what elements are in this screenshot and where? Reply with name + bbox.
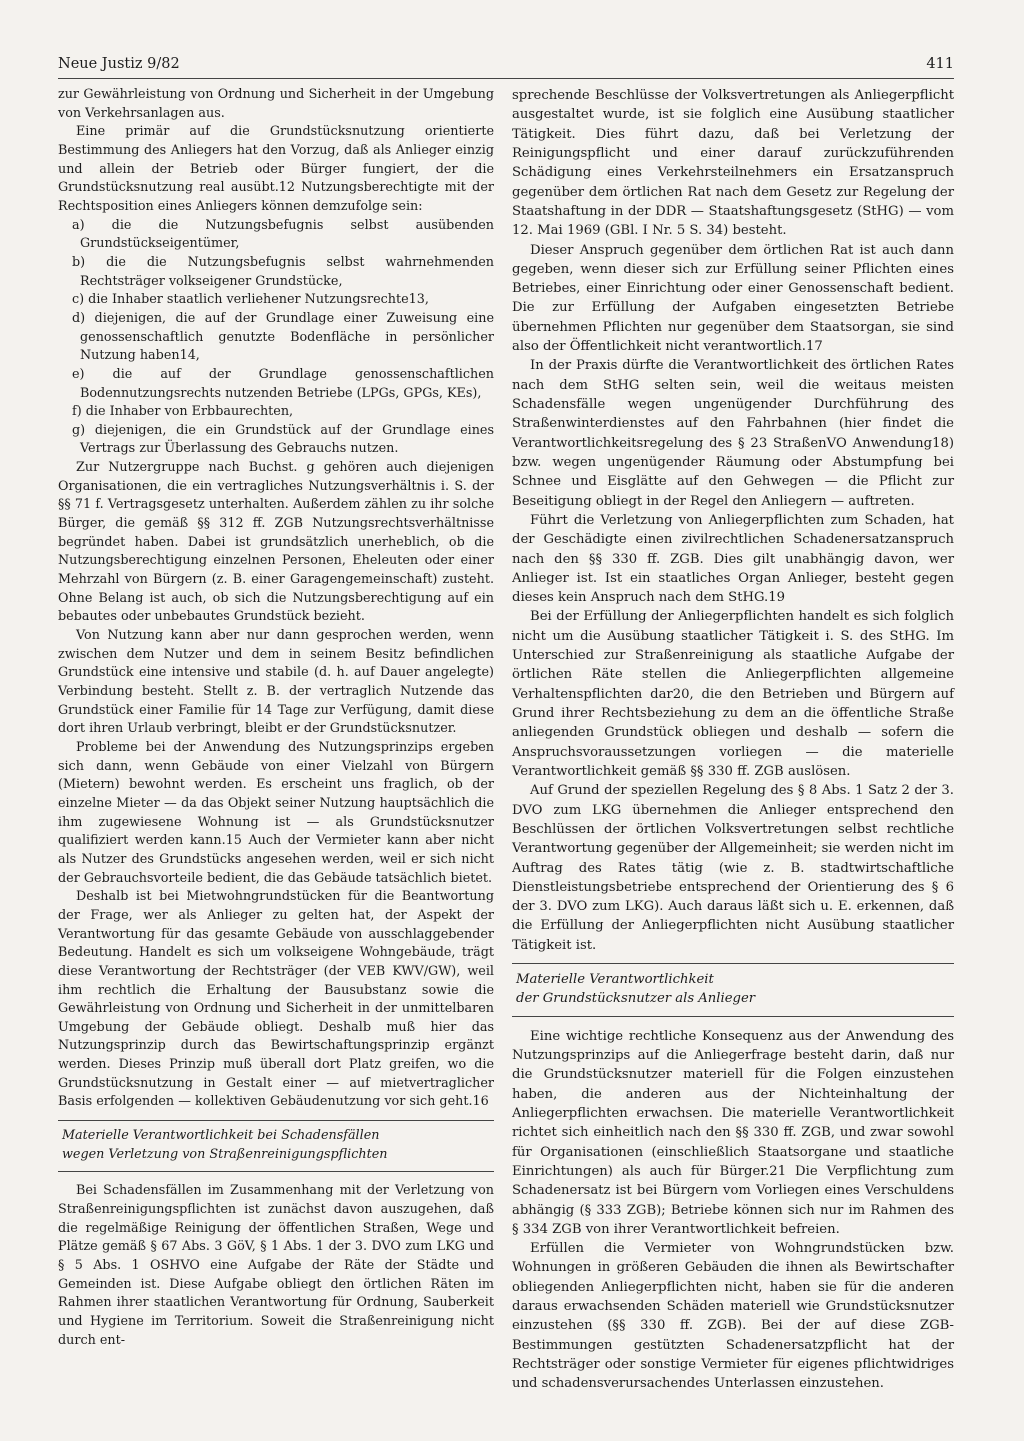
header-rule xyxy=(58,78,954,79)
section-heading xyxy=(58,1120,494,1172)
section-heading-line: wegen Verletzung von Straßenreinigungspflichten xyxy=(62,1146,388,1162)
list-item: g) diejenigen, die ein Grundstück auf der Grundlage eines Vertrags zur Überlassung des Gebrauchs nutzen. xyxy=(72,422,494,457)
left-column xyxy=(58,86,494,1350)
paragraph: Von Nutzung kann aber nur dann gesprochen werden, wenn zwischen dem Nutzer und dem in seinem Besitz befindlichen Grundstück eine intensive und stabile (d. h. auf Dauer angelegte) Verbindung besteht. Stellt z. B. der vertraglich Nutzende das Grundstück einer Familie für 14 Tage zur Verfügung, damit diese dort ihren Urlaub verbringt, bleibt er der Grundstücksnutzer. xyxy=(58,628,494,737)
paragraph: Deshalb ist bei Mietwohngrundstücken für die Beantwortung der Frage, wer als Anlieger zu gelten hat, der Aspekt der Verantwortung für das gesamte Gebäude von ausschlaggebender Bedeutung. Handelt es sich um volkseigene Wohngebäude, trägt diese Verantwortung der Rechtsträger (der VEB KWV/GW), weil ihm rechtlich die Erhaltung der Bausubstanz sowie die Gewährleistung von Ordnung und Sicherheit in der unmittelbaren Umgebung der Gebäude obliegt. Deshalb muß hier das Nutzungsprinzip durch das Bewirtschaftungsprinzip ergänzt werden. Dieses Prinzip muß überall dort Platz greifen, wo die Grundstücksnutzung in Gestalt einer — auf mietvertraglicher Basis erfolgenden — kollektiven Gebäudenutzung vor sich geht.16 xyxy=(58,889,494,1110)
journal-title: Neue Justiz 9/82 xyxy=(58,56,180,72)
paragraph: In der Praxis dürfte die Verantwortlichkeit des örtlichen Rates nach dem StHG selten sein, weil die weitaus meisten Schadensfälle wegen ungenügender Durchführung des Straßenwinterdienstes auf den Fahrbahnen (hier findet die Verantwortlichkeitsregelung des § 23 StraßenVO Anwendung18) bzw. wegen ungenügender Räumung oder Abstumpfung bei Schnee und Eisglätte auf den Gehwegen — die Pflicht zur Beseitigung obliegt in der Regel den Anliegern — auftreten. xyxy=(512,358,954,509)
paragraph: Eine wichtige rechtliche Konsequenz aus der Anwendung des Nutzungsprinzips auf die Anliegerfrage besteht darin, daß nur die Grundstücksnutzer materiell für die Folgen einzustehen haben, die anderen aus der Nichteinhaltung der Anliegerpflichten erwachsen. Die materielle Verantwortlichkeit richtet sich einheitlich nach den §§ 330 ff. ZGB, und zwar sowohl für Organisationen (einschließlich Staatsorgane und staatliche Einrichtungen) als auch für Bürger.21 Die Verpflichtung zum Schadenersatz ist bei Bürgern vom Vorliegen eines Verschuldens abhängig (§ 333 ZGB); Betriebe können sich nur im Rahmen des § 334 ZGB von ihrer Verantwortlichkeit befreien. xyxy=(512,1028,954,1237)
paragraph: Auf Grund der speziellen Regelung des § 8 Abs. 1 Satz 2 der 3. DVO zum LKG übernehmen die Anlieger entsprechend den Beschlüssen der örtlichen Volksvertretungen selbst rechtliche Verantwortung gegenüber der Allgemeinheit; sie werden nicht im Auftrag des Rates tätig (wie z. B. stadtwirtschaftliche Dienstleistungsbetriebe entsprechend der Orientierung des § 6 der 3. DVO zum LKG). Auch daraus läßt sich u. E. erkennen, daß die Erfüllung der Anliegerpflichten nicht Ausübung staatlicher Tätigkeit ist. xyxy=(512,783,954,953)
list-item: f) die Inhaber von Erbbaurechten, xyxy=(72,404,294,420)
section-heading-line: Materielle Verantwortlichkeit xyxy=(516,972,714,988)
paragraph: Erfüllen die Vermieter von Wohngrundstücken bzw. Wohnungen in größeren Gebäuden die ihnen als Bewirtschafter obliegenden Anliegerpflichten nicht, haben sie für die anderen daraus erwachsenden Schäden materiell wie Grundstücksnutzer einzustehen (§§ 330 ff. ZGB). Bei der auf diese ZGB-Bestimmungen gestützten Schadenersatzpflicht hat der Rechtsträger oder sonstige Vermieter für eigenes pflichtwidriges und schadensverursachendes Unterlassen einzustehen. xyxy=(512,1241,954,1392)
running-header xyxy=(58,56,954,82)
paragraph: Probleme bei der Anwendung des Nutzungsprinzips ergeben sich dann, wenn Gebäude von einer Vielzahl von Bürgern (Mietern) bewohnt werden. Es erscheint uns fraglich, ob der einzelne Mieter — da das Objekt seiner Nutzung hauptsächlich die ihm zugewiesene Wohnung ist — als Grundstücksnutzer qualifiziert werden kann.15 Auch der Vermieter kann aber nicht als Nutzer des Grundstücks angesehen werden, weil er sich nicht der Gebrauchsvorteile bedient, die das Gebäude tatsächlich bietet. xyxy=(58,739,494,886)
section-heading xyxy=(512,963,954,1017)
list-item: c) die Inhaber staatlich verliehener Nutzungsrechte13, xyxy=(72,292,429,308)
list-item: e) die auf der Grundlage genossenschaftlichen Bodennutzungsrechts nutzenden Betriebe (LPGs, GPGs, KEs), xyxy=(72,366,494,401)
paragraph: sprechende Beschlüsse der Volksvertretungen als Anliegerpflicht ausgestaltet wurde, ist sie folglich eine Ausübung staatlicher Tätigkeit. Dies führt dazu, daß bei Verletzung der Reinigungspflicht und einer darauf zurückzuführenden Schädigung eines Verkehrsteilnehmers ein Ersatzanspruch gegenüber dem örtlichen Rat nach dem Gesetz zur Regelung der Staatshaftung in der DDR — Staatshaftungsgesetz (StHG) — vom 12. Mai 1969 (GBl. I Nr. 5 S. 34) besteht. xyxy=(512,88,954,239)
paragraph: Eine primär auf die Grundstücksnutzung orientierte Bestimmung des Anliegers hat den Vorzug, daß als Anlieger einzig und allein der Betrieb oder Bürger fungiert, der die Grundstücksnutzung real ausübt.12 Nutzungsberechtigte mit der Rechtsposition eines Anliegers können demzufolge sein: xyxy=(58,124,494,214)
paragraph: zur Gewährleistung von Ordnung und Sicherheit in der Umgebung von Verkehrsanlagen aus. xyxy=(58,87,494,121)
section-heading-line: der Grundstücksnutzer als Anlieger xyxy=(516,991,756,1007)
right-column xyxy=(512,86,954,1394)
page-number: 411 xyxy=(926,56,954,72)
paragraph: Führt die Verletzung von Anliegerpflichten zum Schaden, hat der Geschädigte einen zivilrechtlichen Schadenersatzanspruch nach den §§ 330 ff. ZGB. Dies gilt unabhängig davon, wer Anlieger ist. Ist ein staatliches Organ Anlieger, besteht gegen dieses kein Anspruch nach dem StHG.19 xyxy=(512,512,954,606)
paragraph: Zur Nutzergruppe nach Buchst. g gehören auch diejenigen Organisationen, die ein vertragliches Nutzungsverhältnis i. S. der §§ 71 f. Vertragsgesetz unterhalten. Außerdem zählen zu ihr solche Bürger, die gemäß §§ 312 ff. ZGB Nutzungsrechtsverhältnisse begründet haben. Dabei ist grundsätzlich unerheblich, ob die Nutzungsberechtigung einzelnen Personen, Eheleuten oder einer Mehrzahl von Bürgern (z. B. einer Garagengemeinschaft) zusteht. Ohne Belang ist auch, ob sich die Nutzungsberechtigung auf ein bebautes oder unbebautes Grundstück bezieht. xyxy=(58,460,494,625)
paragraph: Bei der Erfüllung der Anliegerpflichten handelt es sich folglich nicht um die Ausübung staatlicher Tätigkeit i. S. des StHG. Im Unterschied zur Straßenreinigung als staatliche Aufgabe der örtlichen Räte stellen die Anliegerpflichten allgemeine Verhaltenspflichten dar20, die den Betrieben und Bürgern auf Grund ihrer Rechtsbeziehung zu dem an die öffentliche Straße anliegenden Grundstück obliegen und deshalb — sofern die Anspruchsvoraussetzungen vorliegen — die materielle Verantwortlichkeit gemäß §§ 330 ff. ZGB auslösen. xyxy=(512,609,954,779)
list-item: b) die die Nutzungsbefugnis selbst wahrnehmenden Rechtsträger volkseigener Grundstücke, xyxy=(72,254,494,289)
paragraph: Dieser Anspruch gegenüber dem örtlichen Rat ist auch dann gegeben, wenn dieser sich zur Erfüllung seiner Pflichten eines Betriebes, einer Einrichtung oder einer Genossenschaft bedient. Die zur Erfüllung der Aufgaben eingesetzten Betriebe übernehmen Pflichten nur gegenüber dem Staatsorgan, sie sind also der Öffentlichkeit nicht verantwortlich.17 xyxy=(512,242,954,355)
paragraph: Bei Schadensfällen im Zusammenhang mit der Verletzung von Straßenreinigungspflichten ist zunächst davon auszugehen, daß die regelmäßige Reinigung der öffentlichen Straßen, Wege und Plätze gemäß § 67 Abs. 3 GöV, § 1 Abs. 1 der 3. DVO zum LKG und § 5 Abs. 1 OSHVO eine Aufgabe der Räte der Städte und Gemeinden ist. Diese Aufgabe obliegt den örtlichen Räten im Rahmen ihrer staatlichen Verantwortung für Ordnung, Sauberkeit und Hygiene im Territorium. Soweit die Straßenreinigung nicht durch ent- xyxy=(58,1183,494,1348)
list-item: a) die die Nutzungsbefugnis selbst ausübenden Grundstückseigentümer, xyxy=(72,217,494,252)
section-heading-line: Materielle Verantwortlichkeit bei Schadensfällen xyxy=(62,1128,380,1144)
list-item: d) diejenigen, die auf der Grundlage einer Zuweisung eine genossenschaftlich genutzte Bodenfläche in persönlicher Nutzung haben14, xyxy=(72,310,494,364)
